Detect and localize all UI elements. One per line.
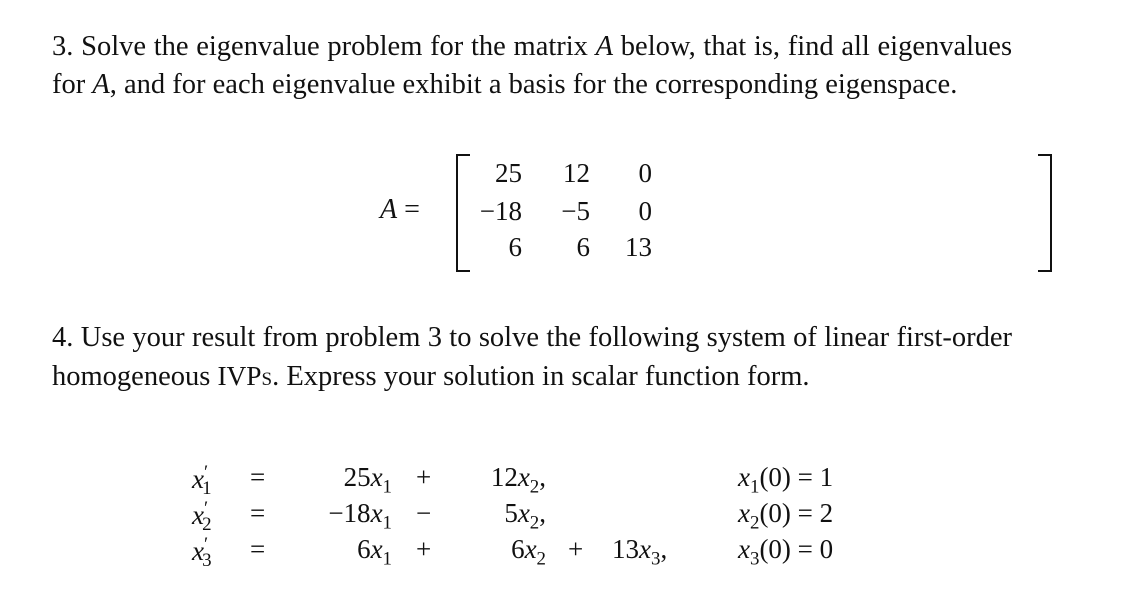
equals-sign: = — [250, 498, 266, 528]
equation-operator: + — [416, 462, 432, 492]
equation-term-1: $25x_1$ — [343, 462, 392, 498]
ivps-abbrev: IVPs — [217, 361, 273, 391]
problem-3-number: 3. — [52, 31, 74, 62]
problem-4-text — [52, 319, 1012, 396]
equation-term-2: $12x_2$, — [490, 462, 546, 498]
matrix-cell: 25 — [495, 158, 522, 188]
problem-4-text-b: . Express your solution in scalar function form. — [272, 361, 810, 392]
matrix-cell: 0 — [638, 196, 652, 226]
matrix-cell: −18 — [479, 196, 522, 226]
equation-operator: − — [416, 498, 432, 528]
equation-term-3: $13x_3$, — [612, 534, 668, 570]
equation-lhs: $x'_1$ — [192, 462, 212, 500]
problem-4-number: 4. — [52, 322, 74, 353]
equals-sign: = — [250, 462, 266, 492]
initial-condition: $x_2(0) = 2$ — [738, 498, 834, 534]
equation-term-2: $5x_2$, — [504, 498, 546, 534]
matrix-symbol-2: A — [92, 69, 110, 100]
equation-lhs: $x'_2$ — [192, 498, 212, 536]
problem-3-text-c: , and for each eigenvalue exhibit a basis for the corresponding eigenspace. — [109, 69, 958, 100]
matrix-symbol: A — [595, 31, 614, 62]
problem-3-text-b: below, that is, find all eigenvalues for — [52, 31, 1013, 100]
matrix-cell: 0 — [638, 158, 652, 188]
matrix-cell: 12 — [563, 158, 590, 188]
matrix-cell: 6 — [508, 232, 522, 262]
equation-operator: + — [416, 534, 432, 564]
equals-sign: = — [250, 534, 266, 564]
equation-term-1: $-18x_1$ — [328, 498, 392, 534]
matrix-cell: 6 — [576, 232, 590, 262]
problem-3-text-a: Solve the eigenvalue problem for the matrix — [81, 31, 588, 62]
equation-term-1: $6x_1$ — [357, 534, 392, 570]
initial-condition: $x_1(0) = 1$ — [738, 462, 834, 498]
initial-condition: $x_3(0) = 0$ — [738, 534, 834, 570]
problem-4-text-a: Use your result from problem 3 to solve the following system of linear first-order homogeneous — [52, 322, 1013, 392]
problem-3-text — [52, 28, 1012, 104]
right-bracket — [1038, 154, 1052, 272]
matrix-lhs: A = — [380, 194, 420, 225]
matrix-cell: −5 — [561, 196, 590, 226]
matrix-cell: 13 — [625, 232, 652, 262]
equation-term-2: $6x_2$ — [511, 534, 546, 570]
equation-operator: + — [568, 534, 584, 564]
equation-lhs: $x'_3$ — [192, 534, 212, 572]
